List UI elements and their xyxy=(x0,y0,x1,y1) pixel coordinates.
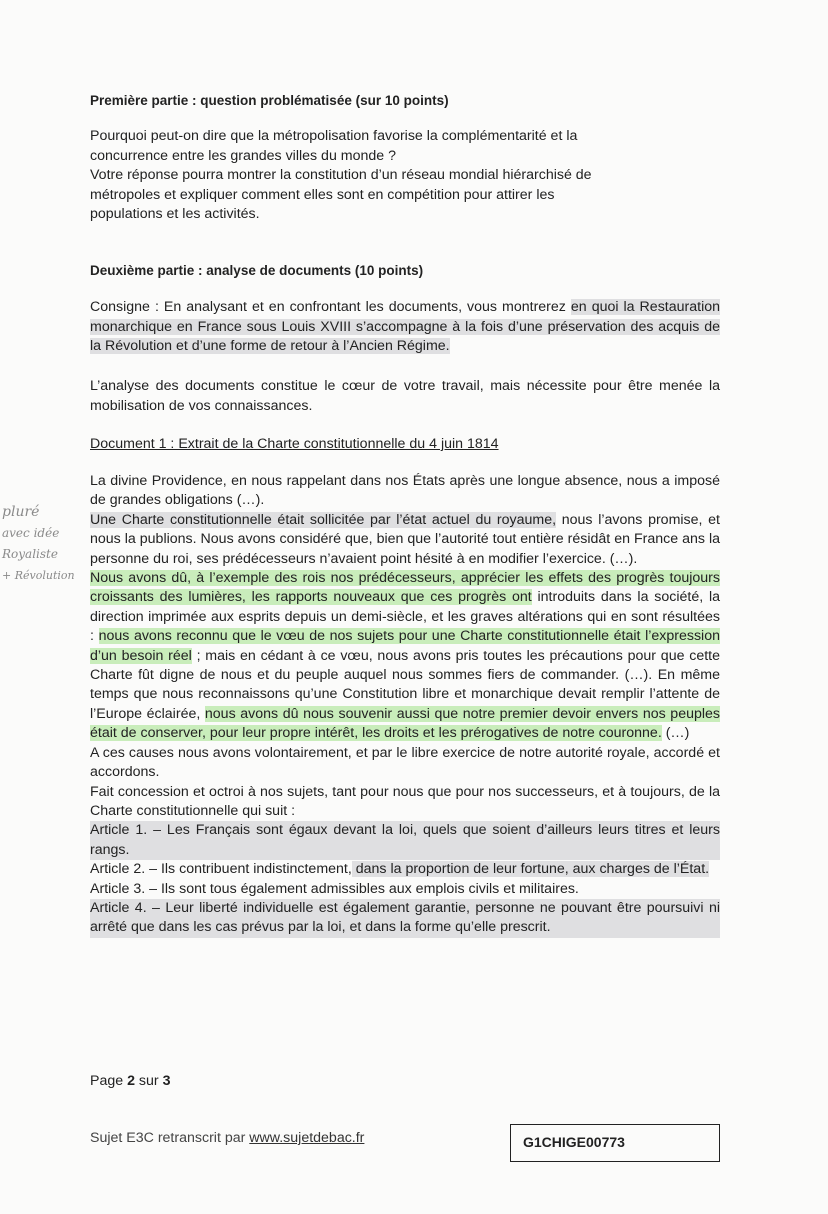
article-3: Article 3. – Ils sont tous également admissibles aux emplois civils et militaires. xyxy=(90,880,579,897)
margin-note-line-2: avec idée xyxy=(2,526,60,540)
page-number xyxy=(90,1073,170,1089)
part2-title: Deuxième partie : analyse de documents (10 points) xyxy=(90,263,424,278)
page-suffix: sur xyxy=(134,1073,163,1089)
hint-line-3: populations et les activités. xyxy=(90,206,260,222)
doc-p3-text-2: ; mais en cédant à ce vœu, nous avons pris toutes les précautions pour que cette Charte fût digne de nous et du peuple auquel nous sommes fiers de commander. (…). En même temps que nous reconnaissons qu’une Constitution libre et monarchique devait remplir l’attente de l’Europe éclairée, xyxy=(90,647,720,722)
doc-p2-text: nous l’avons promise, et nous la publions. Nous avons considéré que, bien que l’autorité tout entière résidât en France ans la personne du roi, ses prédécesseurs n’avaient point hésité à en modifier l’exercice. (…). xyxy=(90,511,720,567)
consigne-text: Consigne : En analysant et en confrontant les documents, vous montrerez xyxy=(90,299,571,315)
doc-p3-highlight-1: Nous avons dû, à l’exemple des rois nos prédécesseurs, xyxy=(90,570,461,587)
doc-paragraph-4: A ces causes nous avons volontairement, et par le libre exercice de notre autorité royale, accordé et accordons. xyxy=(90,744,720,781)
doc-p3-highlight-3: nous avons reconnu que le vœu de nos sujets pour une Charte constitutionnelle était l’expression d’un besoin réel xyxy=(90,628,720,664)
margin-note-line-1: pluré xyxy=(2,504,40,520)
page-prefix: Page xyxy=(90,1073,128,1089)
margin-note-line-4: + Révolution xyxy=(2,569,75,582)
article-2 xyxy=(90,860,720,879)
article-2-highlight: dans la proportion de leur fortune, aux charges de l’État. xyxy=(351,861,710,878)
article-1: Article 1. – Les Français sont égaux devant la loi, quels que soient d’ailleurs leurs titres et leurs rangs. xyxy=(90,821,720,860)
article-2-text: Article 2. – Ils contribuent indistinctement, xyxy=(90,861,352,878)
source-link[interactable]: www.sujetdebac.fr xyxy=(249,1130,365,1146)
margin-note-line-3: Royaliste xyxy=(2,547,58,561)
hint-line-2: métropoles et expliquer comment elles sont en compétition pour attirer les xyxy=(90,186,555,203)
source-line xyxy=(90,1130,364,1146)
document1-title: Document 1 : Extrait de la Charte constitutionnelle du 4 juin 1814 xyxy=(90,436,499,452)
consigne-highlight: en quoi la Restauration monarchique en France sous Louis XVIII s’accompagne à la fois d’une préservation des acquis de la Révolution et d’une forme de retour à l’Ancien Régime. xyxy=(90,299,720,354)
source-prefix: Sujet E3C retranscrit par xyxy=(90,1130,250,1146)
doc-paragraph-2 xyxy=(90,511,720,569)
doc-paragraph-1: La divine Providence, en nous rappelant dans nos États après une longue absence, nous a imposé de grandes obligations (…). xyxy=(90,473,720,509)
consigne xyxy=(90,298,720,357)
doc-p3-text-3: (…) xyxy=(661,725,690,742)
subject-code-box: G1CHIGE00773 xyxy=(510,1124,720,1162)
question-line-1: Pourquoi peut-on dire que la métropolisation favorise la complémentarité et la xyxy=(90,128,578,144)
page-current: 2 xyxy=(127,1073,135,1089)
handwritten-margin-note xyxy=(2,502,88,586)
doc-p2-highlight: Une Charte constitutionnelle était sollicitée par l’état actuel du royaume, xyxy=(90,511,557,528)
article-4: Article 4. – Leur liberté individuelle est également garantie, personne ne pouvant être poursuivi ni arrêté que dans les cas prévus par la loi, et dans la forme qu’elle prescrit. xyxy=(90,899,720,938)
doc-paragraph-5: Fait concession et octroi à nos sujets, tant pour nous que pour nos successeurs, et à toujours, de la Charte constitutionnelle qui suit : xyxy=(90,783,720,819)
doc-p3-text-1: introduits dans la société, la direction imprimée aux esprits depuis un demi-siècle, et les graves altérations qui en sont résultées : xyxy=(90,589,720,645)
document1-text xyxy=(90,472,720,938)
doc-p3-highlight-2: apprécier les effets des progrès toujours croissants des lumières, les rapports nouveaux que ces progrès ont xyxy=(90,570,720,606)
doc-paragraph-3 xyxy=(90,569,720,744)
page-total: 3 xyxy=(162,1073,171,1089)
question-line-2: concurrence entre les grandes villes du monde ? xyxy=(90,147,396,164)
doc-p3-highlight-4: nous avons dû nous souvenir aussi que notre premier devoir envers nos peuples était de conserver, pour leur propre intérêt, les droits et les prérogatives de notre couronne. xyxy=(90,705,721,742)
part1-question xyxy=(90,127,720,225)
hint-line-1: Votre réponse pourra montrer la constitution d’un réseau mondial hiérarchisé de xyxy=(90,167,592,183)
analyse-instructions: L’analyse des documents constitue le cœur de votre travail, mais nécessite pour être menée la mobilisation de vos connaissances. xyxy=(90,378,720,414)
part1-title: Première partie : question problématisée (sur 10 points) xyxy=(90,93,449,108)
